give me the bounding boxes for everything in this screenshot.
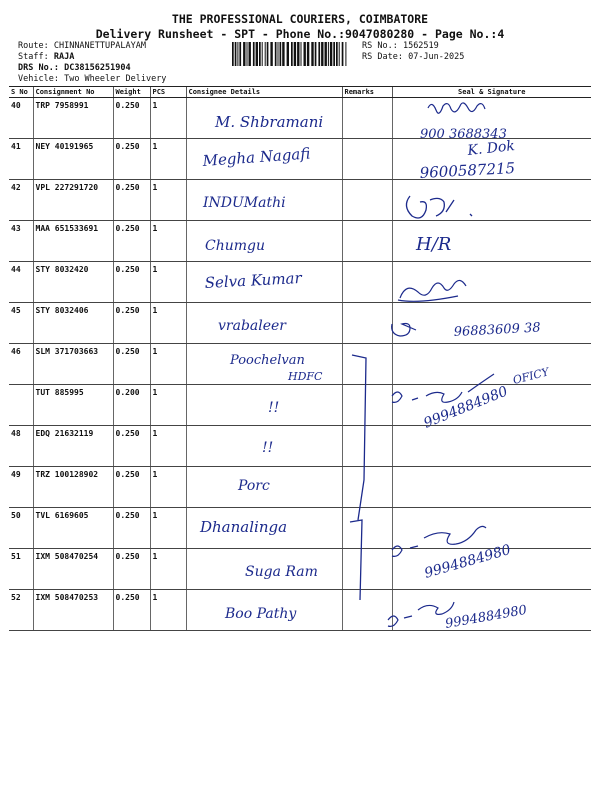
barcode-bar	[315, 42, 317, 66]
row-pcs	[150, 139, 186, 180]
row-weight-text: 0.250	[115, 224, 140, 233]
header-consignment: Consignment No	[33, 87, 113, 98]
row-sno-text: 46	[11, 347, 21, 356]
row-weight	[113, 303, 150, 344]
row-pcs	[150, 385, 186, 426]
barcode-bar	[318, 42, 320, 66]
row-consignee-details	[186, 180, 342, 221]
row-consignee-details	[186, 590, 342, 631]
handwritten-phone: 9994884980	[444, 602, 529, 632]
barcode-bar	[294, 42, 296, 66]
handwritten-consignee: !!	[262, 440, 274, 456]
row-weight-text: 0.200	[115, 388, 140, 397]
row-weight	[113, 262, 150, 303]
row-weight	[113, 385, 150, 426]
row-remarks	[342, 426, 392, 467]
barcode-bar	[256, 42, 258, 66]
row-weight-text: 0.250	[115, 552, 140, 561]
row-remarks	[342, 344, 392, 385]
row-sno	[9, 344, 33, 385]
rs-date-value: 07-Jun-2025	[408, 52, 465, 62]
row-pcs-text: 1	[152, 265, 158, 274]
row-remarks	[342, 590, 392, 631]
row-pcs	[150, 467, 186, 508]
barcode-bar	[280, 42, 282, 66]
row-weight	[113, 590, 150, 631]
row-weight	[113, 221, 150, 262]
row-pcs	[150, 426, 186, 467]
barcode-bar	[330, 42, 332, 66]
row-consignment-no	[33, 344, 113, 385]
row-sno-text: 45	[11, 306, 21, 315]
row-sno	[9, 303, 33, 344]
row-seal-signature	[392, 180, 591, 221]
handwritten-signature: H/R	[416, 234, 452, 255]
row-weight-text: 0.250	[115, 265, 140, 274]
row-pcs-text: 1	[152, 552, 158, 561]
barcode	[232, 42, 350, 66]
row-seal-signature	[392, 303, 591, 344]
handwritten-signature: K. Dok	[466, 138, 516, 159]
barcode-bar	[232, 42, 234, 66]
row-sno	[9, 139, 33, 180]
barcode-bar	[278, 42, 279, 66]
row-weight-text: 0.250	[115, 142, 140, 151]
row-sno-text: 50	[11, 511, 21, 520]
row-consignee-details	[186, 344, 342, 385]
row-consignment-no	[33, 221, 113, 262]
vehicle-label: Vehicle:	[18, 74, 59, 84]
row-consignee-details	[186, 139, 342, 180]
row-pcs	[150, 180, 186, 221]
rs-no-label: RS No.:	[362, 41, 398, 51]
handwritten-consignee: vrabaleer	[218, 318, 286, 334]
handwritten-consignee: Chumgu	[205, 238, 265, 254]
table-row	[9, 98, 591, 139]
row-weight-text: 0.250	[115, 429, 140, 438]
barcode-bar	[345, 42, 346, 66]
row-pcs-text: 1	[152, 142, 158, 151]
row-weight	[113, 549, 150, 590]
row-weight-text: 0.250	[115, 470, 140, 479]
route-line	[18, 41, 146, 51]
table-row	[9, 139, 591, 180]
header-pcs: PCS	[150, 87, 186, 98]
row-consignment-no	[33, 139, 113, 180]
handwritten-consignee: HDFC	[288, 370, 323, 383]
row-weight	[113, 508, 150, 549]
barcode-bar	[282, 42, 284, 66]
header-remarks: Remarks	[342, 87, 392, 98]
row-remarks	[342, 221, 392, 262]
rs-date-label: RS Date:	[362, 52, 403, 62]
barcode-bar	[237, 42, 238, 66]
barcode-bar	[321, 42, 323, 66]
table-row	[9, 508, 591, 549]
row-consignment-no-text: STY 8032420	[35, 265, 89, 274]
handwritten-phone: 96883609 38	[453, 320, 541, 340]
row-consignment-no-text: IXM 508470253	[35, 593, 99, 602]
handwritten-phone: 900 3688343	[420, 127, 507, 142]
row-consignee-details	[186, 385, 342, 426]
row-sno-text: 44	[11, 265, 21, 274]
row-consignment-no-text: NEY 40191965	[35, 142, 94, 151]
row-seal-signature	[392, 344, 591, 385]
row-pcs	[150, 262, 186, 303]
row-weight	[113, 344, 150, 385]
table-row	[9, 590, 591, 631]
row-weight-text: 0.250	[115, 101, 140, 110]
route-value: CHINNANETTUPALAYAM	[53, 41, 146, 51]
row-pcs-text: 1	[152, 429, 158, 438]
handwritten-consignee: Dhanalinga	[200, 518, 288, 536]
row-weight	[113, 426, 150, 467]
row-sno-text: 49	[11, 470, 21, 479]
rs-no-value: 1562519	[402, 41, 439, 51]
row-sno	[9, 385, 33, 426]
row-consignee-details	[186, 303, 342, 344]
barcode-bar	[239, 42, 241, 66]
row-consignment-no	[33, 590, 113, 631]
barcode-bar	[265, 42, 266, 66]
row-sno-text: 52	[11, 593, 21, 602]
row-sno-text: 48	[11, 429, 21, 438]
row-sno	[9, 180, 33, 221]
barcode-bar	[270, 42, 272, 66]
row-consignment-no-text: TRP 7958991	[35, 101, 89, 110]
vehicle-value: Two Wheeler Delivery	[64, 74, 167, 84]
header-consignee: Consignee Details	[186, 87, 342, 98]
row-sno-text: 43	[11, 224, 21, 233]
row-remarks	[342, 262, 392, 303]
barcode-bar	[259, 42, 261, 66]
row-sno	[9, 508, 33, 549]
staff-value: RAJA	[53, 52, 75, 62]
barcode-bar	[235, 42, 237, 66]
handwritten-consignee: Poochelvan	[230, 353, 305, 368]
row-consignment-no-text: TUT 885995	[35, 388, 84, 397]
drs-line	[18, 63, 131, 73]
table-row	[9, 385, 591, 426]
row-sno	[9, 262, 33, 303]
row-consignment-no	[33, 385, 113, 426]
row-weight-text: 0.250	[115, 347, 140, 356]
row-seal-signature	[392, 221, 591, 262]
row-weight-text: 0.250	[115, 511, 140, 520]
row-seal-signature	[392, 426, 591, 467]
row-pcs-text: 1	[152, 101, 158, 110]
row-sno-text: 40	[11, 101, 21, 110]
handwritten-consignee: Porc	[238, 478, 270, 494]
table-row	[9, 549, 591, 590]
row-consignment-no	[33, 303, 113, 344]
row-pcs-text: 1	[152, 470, 158, 479]
barcode-bar	[339, 42, 340, 66]
table-row	[9, 180, 591, 221]
handwritten-consignee: Suga Ram	[245, 564, 318, 580]
row-consignee-details	[186, 98, 342, 139]
barcode-bar	[307, 42, 309, 66]
row-sno-text	[11, 385, 31, 388]
table-row	[9, 467, 591, 508]
row-pcs-text: 1	[152, 511, 158, 520]
header-sno: S No	[9, 87, 33, 98]
drs-label: DRS No.:	[18, 63, 59, 73]
row-consignee-details	[186, 426, 342, 467]
barcode-bar	[247, 42, 248, 66]
handwritten-remark: OFICY	[511, 365, 551, 387]
row-consignment-no	[33, 426, 113, 467]
barcode-bar	[297, 42, 299, 66]
row-pcs-text: 1	[152, 347, 158, 356]
row-remarks	[342, 98, 392, 139]
row-consignee-details	[186, 508, 342, 549]
row-remarks	[342, 508, 392, 549]
row-seal-signature	[392, 467, 591, 508]
handwritten-consignee: INDUMathi	[203, 195, 286, 211]
row-pcs-text: 1	[152, 224, 158, 233]
barcode-bar	[328, 42, 329, 66]
route-label: Route:	[18, 41, 49, 51]
staff-label: Staff:	[18, 52, 49, 62]
drs-value: DC38156251904	[64, 63, 131, 73]
handwritten-consignee: M. Shbramani	[215, 113, 324, 131]
row-sno	[9, 221, 33, 262]
row-pcs-text: 1	[152, 306, 158, 315]
row-weight-text: 0.250	[115, 183, 140, 192]
row-remarks	[342, 385, 392, 426]
row-weight-text: 0.250	[115, 306, 140, 315]
row-pcs	[150, 549, 186, 590]
row-pcs	[150, 98, 186, 139]
row-seal-signature	[392, 590, 591, 631]
handwritten-consignee: Megha Nagafi	[202, 144, 311, 170]
row-consignee-details	[186, 262, 342, 303]
row-consignment-no	[33, 98, 113, 139]
row-sno	[9, 549, 33, 590]
table-row	[9, 426, 591, 467]
barcode-bar	[267, 42, 269, 66]
row-consignment-no-text: SLM 371703663	[35, 347, 99, 356]
row-pcs-text: 1	[152, 183, 158, 192]
barcode-bar	[301, 42, 302, 66]
handwritten-phone: 9994884980	[421, 383, 511, 432]
row-remarks	[342, 139, 392, 180]
barcode-bar	[325, 42, 327, 66]
row-remarks	[342, 549, 392, 590]
row-weight	[113, 180, 150, 221]
row-consignment-no	[33, 467, 113, 508]
barcode-bar	[304, 42, 306, 66]
row-seal-signature	[392, 262, 591, 303]
handwritten-consignee: Boo Pathy	[225, 606, 297, 622]
row-sno	[9, 426, 33, 467]
vehicle-line	[18, 74, 166, 84]
header-seal-signature: Seal & Signature	[392, 87, 591, 98]
row-sno	[9, 467, 33, 508]
row-consignment-no-text: IXM 508470254	[35, 552, 99, 561]
row-remarks	[342, 180, 392, 221]
table-header-row	[9, 87, 591, 98]
barcode-bar	[291, 42, 293, 66]
row-remarks	[342, 303, 392, 344]
row-seal-signature	[392, 139, 591, 180]
row-sno-text: 42	[11, 183, 21, 192]
row-seal-signature	[392, 508, 591, 549]
row-sno-text: 51	[11, 552, 21, 561]
row-consignment-no	[33, 549, 113, 590]
row-pcs	[150, 508, 186, 549]
row-consignment-no-text: EDQ 21632119	[35, 429, 94, 438]
row-consignment-no-text: TVL 6169605	[35, 511, 89, 520]
table-row	[9, 303, 591, 344]
row-consignee-details	[186, 221, 342, 262]
row-consignment-no	[33, 262, 113, 303]
row-pcs-text: 1	[152, 388, 158, 397]
runsheet-subtitle: Delivery Runsheet - SPT - Phone No.:9047080280 - Page No.:4	[95, 27, 505, 41]
row-seal-signature	[392, 98, 591, 139]
row-weight	[113, 467, 150, 508]
row-seal-signature	[392, 385, 591, 426]
row-sno	[9, 590, 33, 631]
row-consignee-details	[186, 549, 342, 590]
staff-line	[18, 52, 74, 62]
row-weight	[113, 98, 150, 139]
row-pcs	[150, 344, 186, 385]
row-pcs	[150, 221, 186, 262]
row-sno-text: 41	[11, 142, 21, 151]
row-consignment-no	[33, 508, 113, 549]
row-weight	[113, 139, 150, 180]
row-consignment-no	[33, 180, 113, 221]
row-weight-text: 0.250	[115, 593, 140, 602]
handwritten-phone: 9600587215	[419, 159, 516, 182]
barcode-bar	[275, 42, 277, 66]
handwritten-consignee: Selva Kumar	[204, 268, 303, 292]
row-consignee-details	[186, 467, 342, 508]
row-pcs	[150, 590, 186, 631]
rs-no-line	[362, 41, 439, 51]
handwritten-consignee: !!	[268, 400, 280, 416]
barcode-bar	[262, 42, 263, 66]
table-row	[9, 221, 591, 262]
handwritten-phone: 9994884980	[422, 541, 513, 582]
row-seal-signature	[392, 549, 591, 590]
barcode-bar	[336, 42, 338, 66]
company-title: THE PROFESSIONAL COURIERS, COIMBATORE	[171, 12, 429, 26]
runsheet-table	[9, 86, 591, 631]
barcode-bar	[311, 42, 313, 66]
table-row	[9, 344, 591, 385]
barcode-bar	[243, 42, 245, 66]
row-consignment-no-text: TRZ 100128902	[35, 470, 99, 479]
barcode-bar	[287, 42, 289, 66]
header-weight: Weight	[113, 87, 150, 98]
row-sno	[9, 98, 33, 139]
row-remarks	[342, 467, 392, 508]
table-row	[9, 262, 591, 303]
row-consignment-no-text: VPL 227291720	[35, 183, 99, 192]
barcode-bar	[253, 42, 255, 66]
row-consignment-no-text: MAA 651533691	[35, 224, 99, 233]
barcode-bar	[249, 42, 251, 66]
barcode-bar	[333, 42, 335, 66]
row-consignment-no-text: STY 8032406	[35, 306, 89, 315]
row-pcs	[150, 303, 186, 344]
row-pcs-text: 1	[152, 593, 158, 602]
rs-date-line	[362, 52, 464, 62]
barcode-bar	[342, 42, 344, 66]
